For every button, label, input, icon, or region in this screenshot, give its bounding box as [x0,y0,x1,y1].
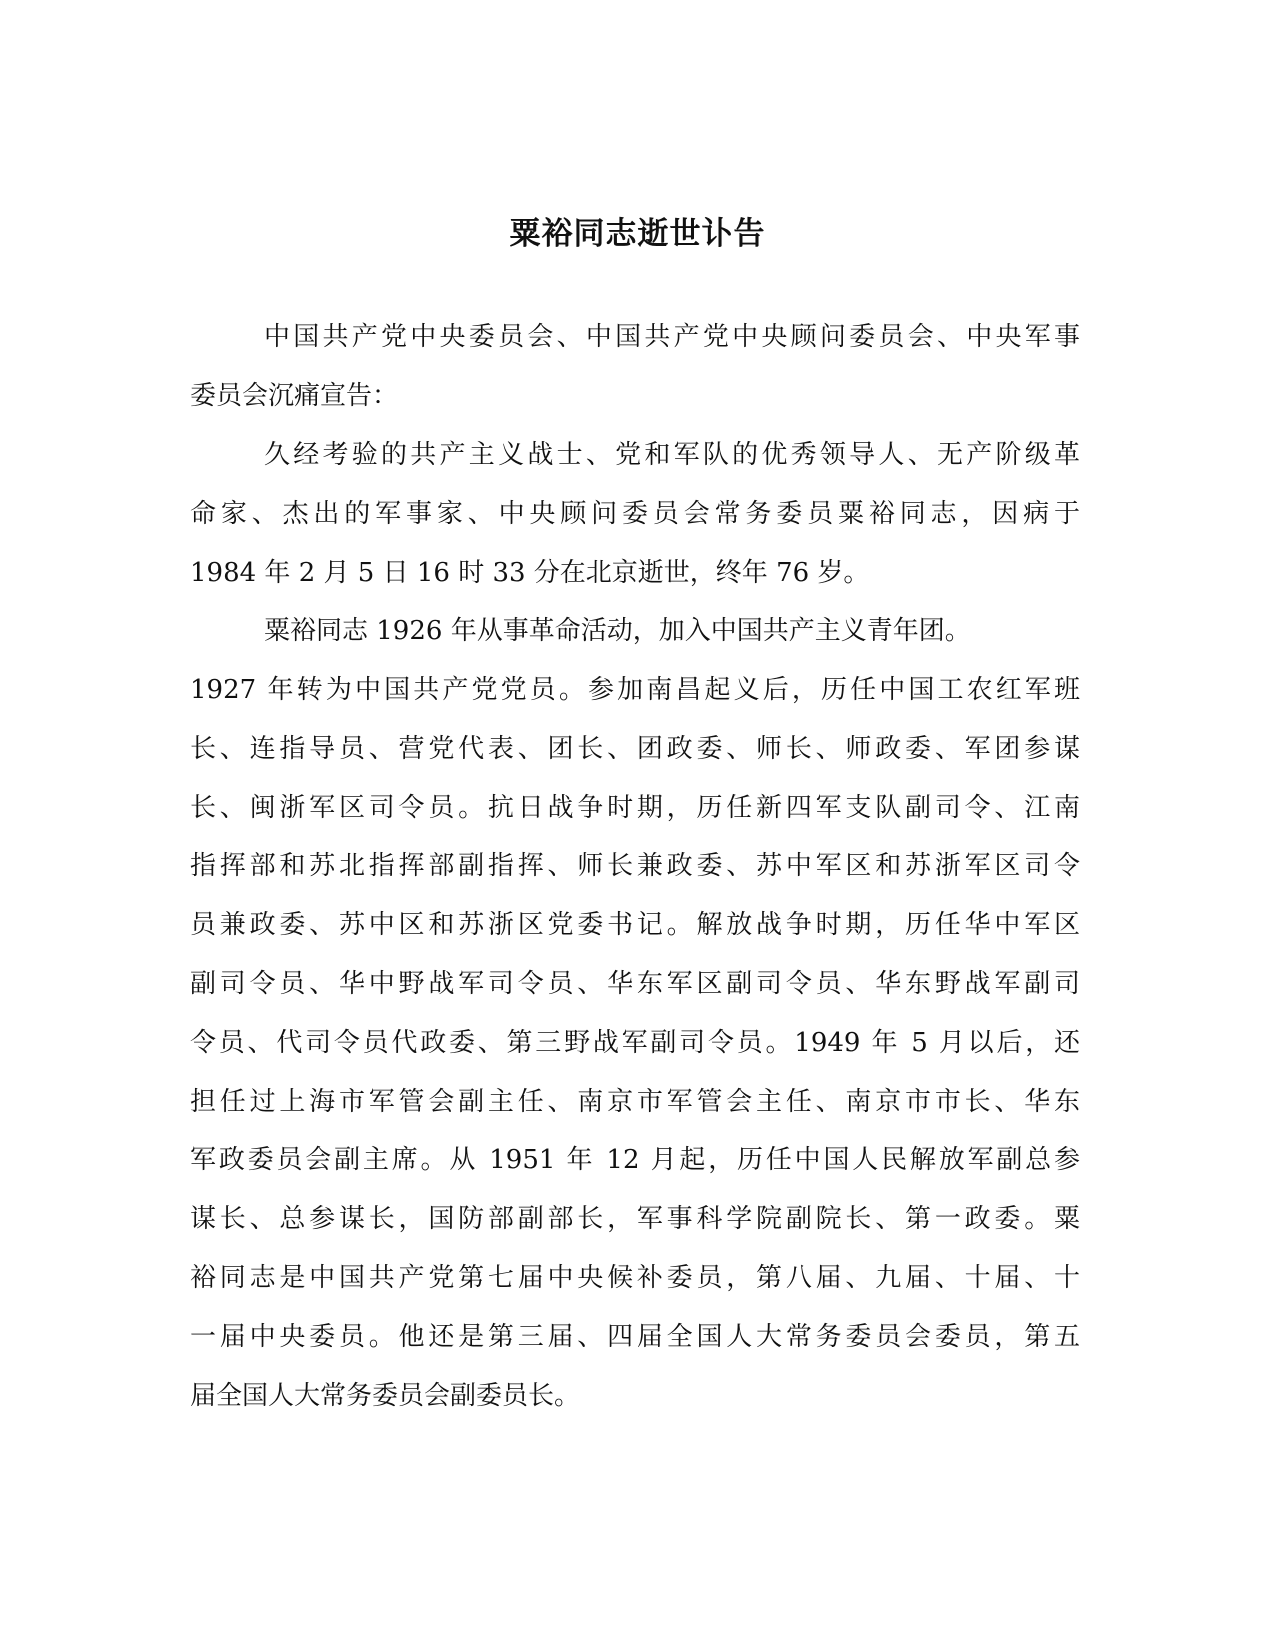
body-line-4: 命家、杰出的军事家、中央顾问委员会常务委员粟裕同志，因病于 [190,499,1080,529]
body-line-17: 裕同志是中国共产党第七届中央候补委员，第八届、九届、十届、十 [190,1263,1080,1293]
body-line-11: 员兼政委、苏中区和苏浙区党委书记。解放战争时期，历任华中军区 [190,910,1080,940]
body-line-14: 担任过上海市军管会副主任、南京市军管会主任、南京市市长、华东 [190,1087,1080,1117]
body-line-8: 长、连指导员、营党代表、团长、团政委、师长、师政委、军团参谋 [190,734,1080,764]
body-line-18: 一届中央委员。他还是第三届、四届全国人大常务委员会委员，第五 [190,1322,1080,1352]
body-line-9: 长、闽浙军区司令员。抗日战争时期，历任新四军支队副司令、江南 [190,793,1080,823]
body-line-10: 指挥部和苏北指挥部副指挥、师长兼政委、苏中军区和苏浙军区司令 [190,851,1080,881]
body-line-3: 久经考验的共产主义战士、党和军队的优秀领导人、无产阶级革 [264,440,1080,470]
body-line-19: 届全国人大常务委员会副委员长。 [190,1381,581,1411]
body-line-13: 令员、代司令员代政委、第三野战军副司令员。1949 年 5 月以后，还 [190,1028,1080,1058]
body-line-1: 中国共产党中央委员会、中国共产党中央顾问委员会、中央军事 [264,322,1080,352]
body-line-6: 粟裕同志 1926 年从事革命活动，加入中国共产主义青年团。 [264,616,971,646]
body-line-7: 1927 年转为中国共产党党员。参加南昌起义后，历任中国工农红军班 [190,675,1080,705]
document-title: 粟裕同志逝世讣告 [509,216,766,252]
body-line-2: 委员会沉痛宣告： [190,381,399,411]
body-line-16: 谋长、总参谋长，国防部副部长，军事科学院副院长、第一政委。粟 [190,1204,1080,1234]
body-line-12: 副司令员、华中野战军司令员、华东军区副司令员、华东野战军副司 [190,969,1080,999]
body-line-15: 军政委员会副主席。从 1951 年 12 月起，历任中国人民解放军副总参 [190,1145,1080,1175]
body-line-5: 1984 年 2 月 5 日 16 时 33 分在北京逝世，终年 76 岁。 [190,558,870,588]
